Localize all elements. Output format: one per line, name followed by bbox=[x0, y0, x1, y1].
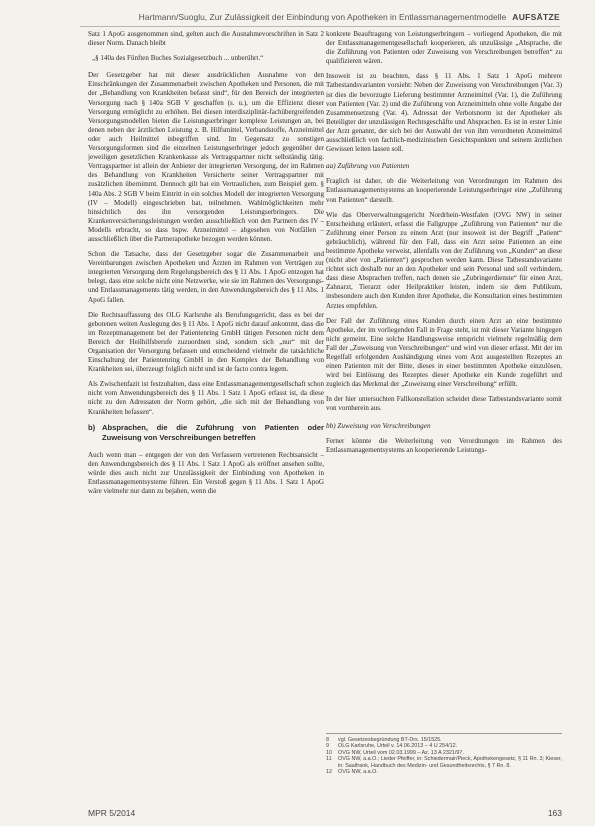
section-heading bbox=[88, 423, 324, 443]
paragraph: Ferner könnte die Weiterleitung von Verordnungen im Rahmen des Entlassmanagementsystems an kooperierende Leistungs- bbox=[326, 436, 562, 454]
section-tag: AUFSÄTZE bbox=[512, 12, 560, 22]
subsection-heading: bb) Zuweisung von Verschreibungen bbox=[326, 421, 431, 430]
block-quote: „§ 140a des Fünften Buches Sozialgesetzbuch ... unberührt.“ bbox=[92, 54, 264, 63]
page-footer bbox=[88, 808, 562, 818]
footnote: 12 OVG NW, a.a.O. bbox=[326, 769, 378, 776]
paragraph: Als Zwischenfazit ist festzuhalten, dass eine Entlassmanagementgesellschaft schon nicht vom Anwendungsbereich des § 11 Abs. 1 Satz 1 ApoG erfasst ist, da diese nicht zu den Adressaten der Norm gehört, „die sich mit der Behandlung von Krankheiten befassen“. bbox=[88, 380, 324, 416]
footnote: 9 OLG Karlsruhe, Urteil v. 14.06.2013 – 4 U 254/12. bbox=[326, 743, 458, 750]
subsection-heading: aa) Zuführung von Patienten bbox=[326, 162, 410, 171]
paragraph: Fraglich ist daher, ob die Weiterleitung von Verordnungen im Rahmen des Entlassmanagementsystems an kooperierende Leistungserbringer eine „Zuführung von Patienten“ darstellt. bbox=[326, 177, 562, 204]
running-title: Hartmann/Suoglu, Zur Zulässigkeit der Einbindung von Apotheken in Entlassmanagementmodelle bbox=[138, 12, 507, 22]
paragraph: Wie das Oberverwaltungsgericht Nordrhein-Westfalen (OVG NW) in seiner Entscheidung erläutert, erfasst die Fallgruppe „Zuführung von Patienten“ nur die Zuführung einer Person zu einem Arzt (nur insoweit ist der Begriff „Patient“ gebräuchlich), während für den Fall, dass ein Arzt seine Patienten an eine bestimmte Apotheke verweist, allenfalls von der Zuführung von „Kunden“ an diese (nicht aber von „Patienten“) gesprochen werden kann. Diese Tatbestandsvariante richtet sich deshalb nur an den Apotheker und sein Personal und soll verhindern, dass diese Absprachen treffen, nach denen sie „Zubringerdienste“ für einen Arzt, Zahnarzt, Tierarzt oder Heilpraktiker leisten, indem sie dem Publikum, insbesondere auch den Kunden ihrer Apotheke, die Konsultation eines bestimmten Arztes empfehlen. bbox=[326, 210, 562, 310]
right-column bbox=[326, 30, 562, 461]
footnote: 11 OVG NW, a.a.O.; Lieder Pfeiffer, in: Schiedermair/Pieck, Apothekengesetz, § 11 Rn. 3; Kieser, in: Saalfrank, Handbuch des Medizin- und Gesundheitsrechts, § 7 Rn. 8. bbox=[326, 756, 562, 769]
paragraph: Schon die Tatsache, dass der Gesetzgeber sogar die Zusammenarbeit und Vereinbarungen zwischen Apotheken und Ärzten im Rahmen von Verträgen zur integrierten Versorgung dem Regelungsbereich des § 11 Abs. 1 ApoG entzogen hat belegt, dass eine solche nicht eine Netzwerke, wie sie im Rahmen des Versorgungs- und Entlassmanagements tätig werden, in den Anwendungsbereich des § 11 Abs. 1 ApoG fallen. bbox=[88, 250, 324, 304]
paragraph: Insoweit ist zu beachten, dass § 11 Abs. 1 Satz 1 ApoG mehrere Tatbestandsvarianten vorsieht: Neben der Zuweisung von Verschreibungen (Var. 3) ist dies die bevorzugte Lieferung bestimmter Arzneimittel (Var. 1), die Zuführung von Patienten (Var. 2) und die Zuführung von Arzneimitteln ohne volle Angabe der Zusammensetzung (Var. 4). Adressat der Verbotsnorm ist der Apotheker als Beteiligter der unzulässigen Rechtsgeschäfte und Absprachen. Es ist in erster Linie der Arzt genannt, der sich bei der Auswahl der von ihm verordneten Arzneimittel ausschließlich von fachlich-medizinischen Gesichtspunkten und seinem ärztlichen Gewissen leiten lassen soll. bbox=[326, 72, 562, 154]
paragraph: Der Fall der Zuführung eines Kunden durch einen Arzt an eine bestimmte Apotheke, der im vorliegenden Fall in Frage steht, ist mit dieser Variante hingegen nicht gemeint. Eine solche Handlungsweise entspricht vielmehr regelmäßig dem Fall der „Zuweisung von Verschreibungen“ und wird von dieser erfasst. Mit der im Regelfall erfolgenden Aushändigung eines vom Arzt ausgestellten Rezeptes an einen Patienten mit der Bitte, dieses in einer bestimmten Apotheke einzulösen, wird bei Einlösung des Rezeptes dieser Apotheke ein Kunde zugeführt und zugleich das Merkmal der „Zuweisung einer Verschreibung“ erfüllt. bbox=[326, 316, 562, 389]
heading-number: b) bbox=[88, 422, 96, 432]
journal-issue: MPR 5/2014 bbox=[88, 808, 136, 818]
footnotes bbox=[326, 733, 562, 775]
left-column bbox=[88, 30, 324, 502]
paragraph: Die Rechtsauffassung des OLG Karlsruhe als Berufungsgericht, dass es bei der gebotenen weiten Auslegung des § 11 Abs. 1 ApoG nicht darauf ankommt, dass die im Rezeptmanagement bei der Patientenring GmbH tätigen Personen nicht dem Bereich der Heilhilfsberufe zuzuordnen sind, sondern sich „nur“ mit der Organisation der Versorgung befassen und entscheidend vielmehr die tatsächliche Einschaltung der Patientenring GmbH in den Komplex der Behandlung von Krankheiten sei, überzeugt folglich nicht und ist de facto contra legem. bbox=[88, 310, 324, 374]
heading-text: Absprachen, die die Zuführung von Patienten oder Zuweisung von Verschreibungen betreffen bbox=[102, 422, 324, 442]
running-header bbox=[80, 12, 560, 27]
footnote: 8 vgl. Gesetzesbegründung BT-Drs. 15/1525. bbox=[326, 737, 442, 743]
paragraph: konkrete Beauftragung von Leistungserbringern – vorliegend Apotheken, die mit der Entlassmanagementgesellschaft kooperieren, als unzulässige „Absprache, die die Zuführung von Patienten oder Zuweisung von Verschreibungen betreffen“ zu qualifizieren wären. bbox=[326, 30, 562, 66]
footnote: 10 OVG NW, Urteil vom 02.03.1999 – Az. 13 A 2321/97. bbox=[326, 749, 464, 756]
paragraph: Auch wenn man – entgegen der von den Verfassern vertretenen Rechtsansicht – den Anwendungsbereich des § 11 Abs. 1 Satz 1 ApoG als eröffnet ansehen sollte, würde dies auch nicht zur Unzulässigkeit der Einbindung von Apotheken in Entlassmanagementsysteme führen. Ein Verstoß gegen § 11 Abs. 1 Satz 1 ApoG wäre vielmehr nur dann zu bejahen, wenn die bbox=[88, 450, 324, 496]
paragraph: Der Gesetzgeber hat mit dieser ausdrücklichen Ausnahme von den Einschränkungen der Zusammenarbeit zwischen Apotheken und Personen, die mit der „Behandlung von Krankheiten befasst sind“, für den Bereich der integrierten Versorgung nach § 140a SGB V geschaffen (s. u.), um die Effizienz dieser Versorgung ermöglicht zu erhöhen. Bei diesen interdisziplinär-fachübergreifenden Versorgungsmodellen bieten die Leistungserbringer komplexe Leistungen an, bei denen neben der ärztlichen Leistung z. B. Hilfsmittel, Verbandstoffe, Arzneimittel oder auch Heilmittel inbegriffen sind. Im Gegensatz zu sonstigen Versorgungsformen sind die einzelnen Leistungserbringer jedoch gegenüber der jeweiligen gesetzlichen Krankenkasse als Vertragspartner nicht selbständig tätig. Vertragspartner ist allein der Anbieter der integrierten Versorgung, der im Rahmen des Behandlung von Krankheiten Versicherte seiner Vertragspartner mit zusätzlichen übernimmt. Dennoch gilt hat ein Vertraulichen, zum Beispiel gem. § 140a Abs. 2 SGB V beim Eintritt in ein solches Modell der integrierten Versorgung (IV – Modell) eingeschrieben hat, teilnehmen. Wahlmöglichkeiten mehr hinsichtlich des ihn versorgenden Leistungserbringers. Die Krankenversicherungsleistungen werden ausschließlich von den Partnern des IV – Modells erbracht, so dass bspw. Arzneimittel – abgesehen von Notfällen – ausschließlich über die Partnerapotheke bezogen werden können. bbox=[88, 71, 324, 243]
page-number: 163 bbox=[547, 808, 562, 818]
paragraph: In der hier untersuchten Fallkonstellation scheidet diese Tatbestandsvariante somit von vornherein aus. bbox=[326, 395, 562, 413]
paragraph: Satz 1 ApoG ausgenommen sind, gelten auch die Ausnahmevorschriften in Satz 2 dieser Norm. Danach bleibt bbox=[88, 30, 324, 48]
